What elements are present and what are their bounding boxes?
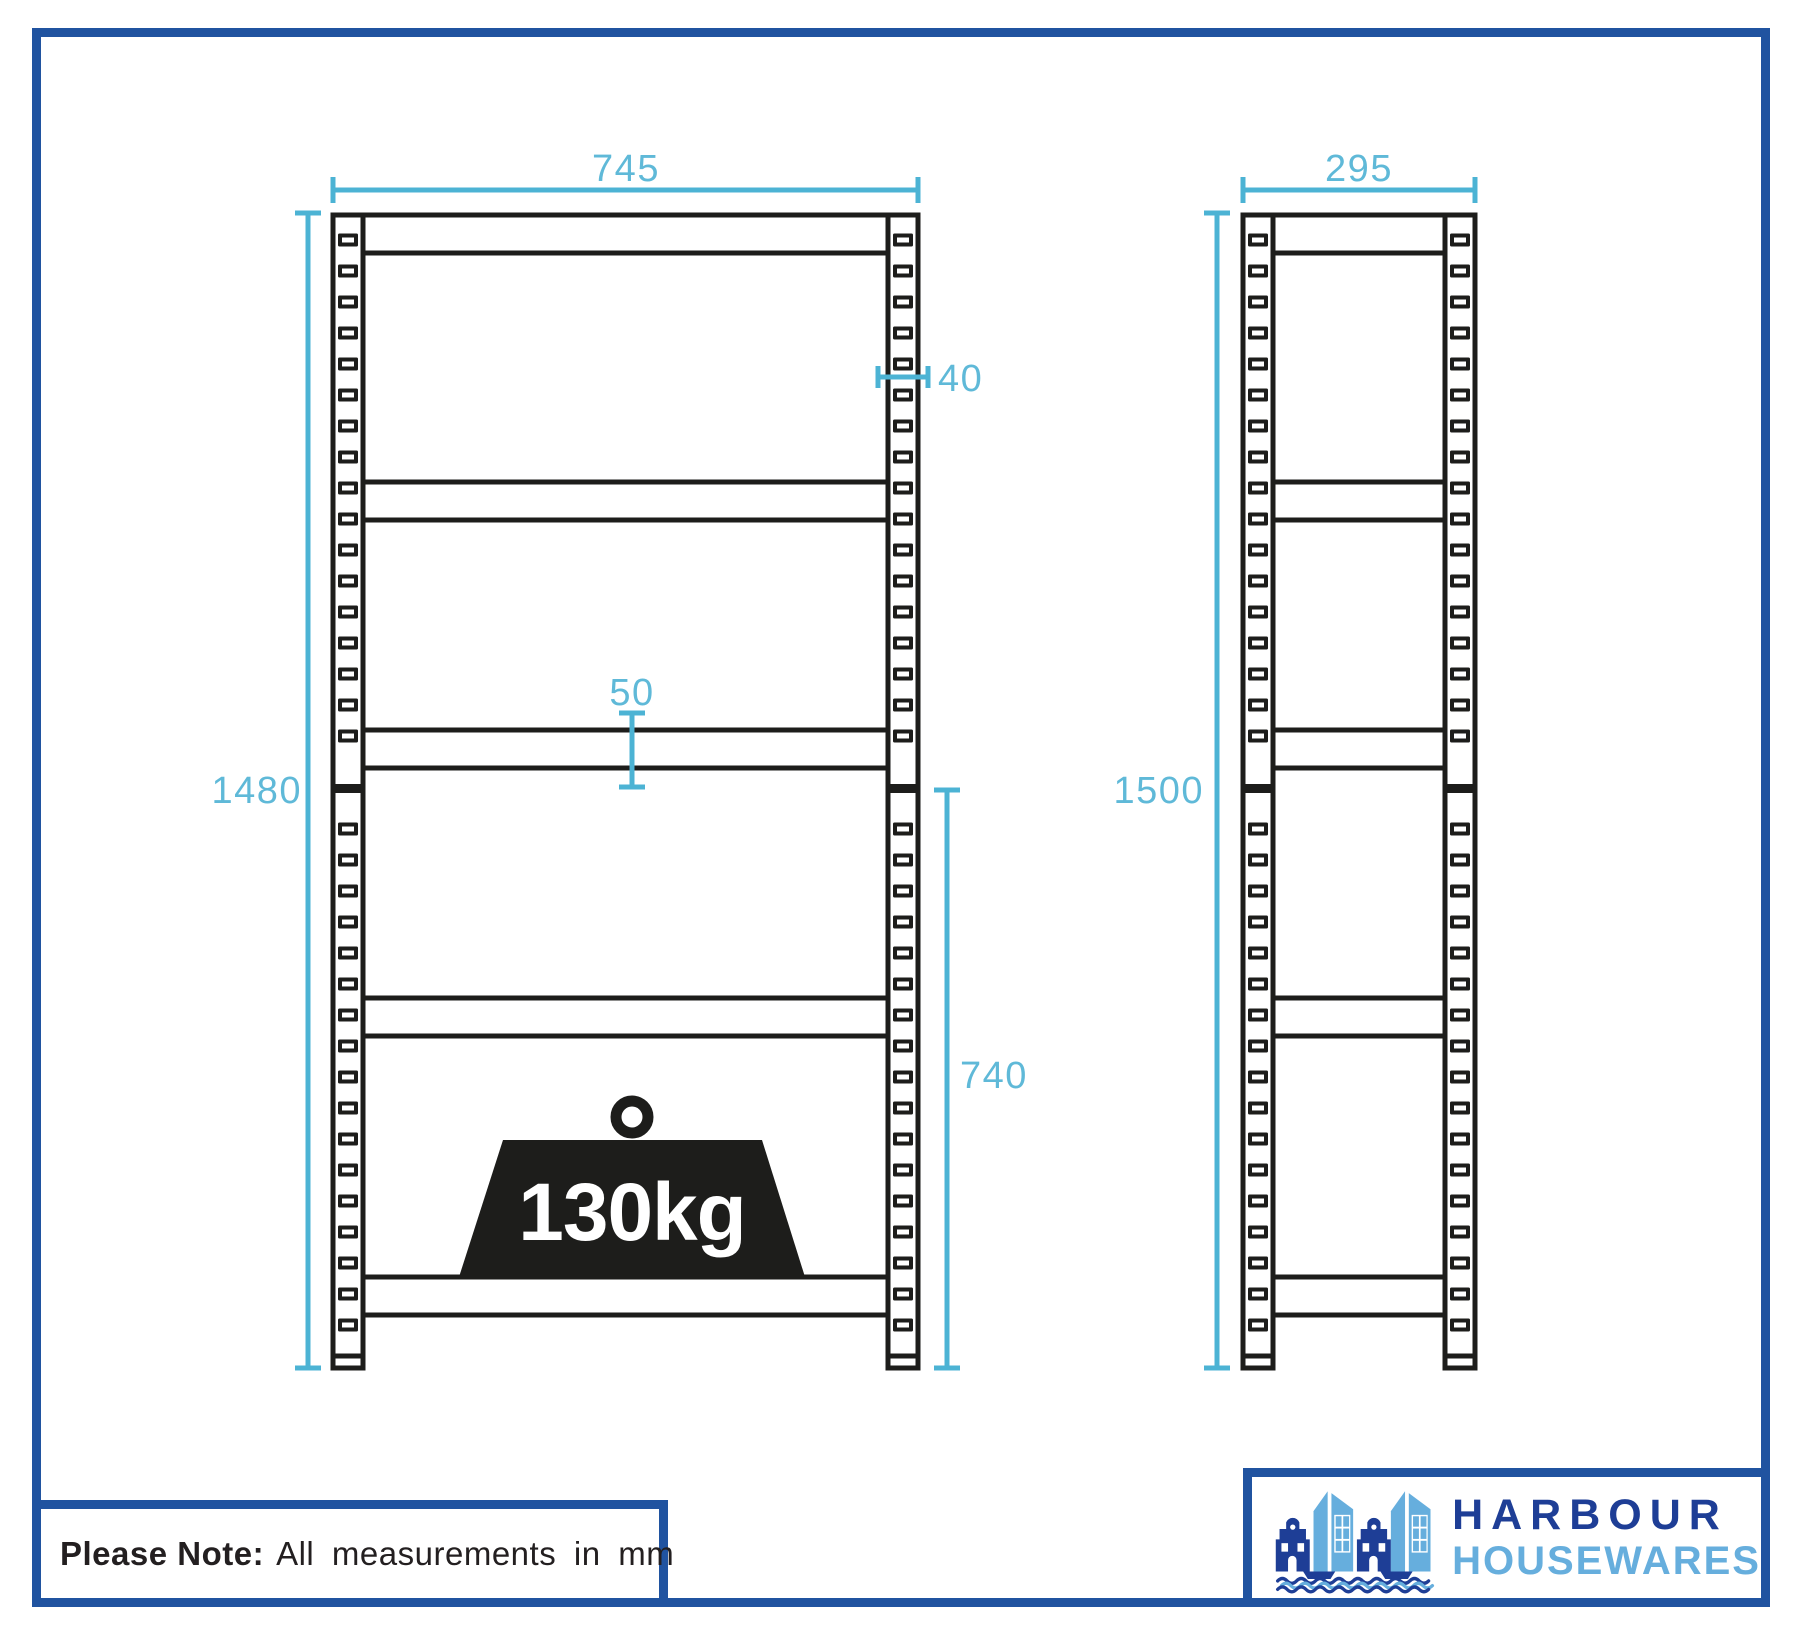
harbour-logo-icon xyxy=(1272,1479,1438,1596)
logo-housewares-text: HOUSEWARES xyxy=(1452,1539,1761,1583)
weight-capacity-label: 130kg xyxy=(518,1167,746,1258)
logo-text xyxy=(1452,1491,1761,1583)
dim-label-front-height: 1480 xyxy=(211,770,302,812)
dim-label-shelf-thickness: 50 xyxy=(609,672,655,714)
dimension-lines xyxy=(295,177,1475,1368)
weight-ring-icon xyxy=(616,1101,648,1133)
dim-label-post-width: 40 xyxy=(938,358,984,400)
logo-harbour-text: HARBOUR xyxy=(1452,1491,1728,1539)
dim-label-lower-height: 740 xyxy=(960,1055,1028,1097)
dim-label-side-height: 1500 xyxy=(1113,770,1204,812)
dim-label-side-depth: 295 xyxy=(1325,148,1393,190)
logo-box xyxy=(1243,1468,1770,1607)
note-label: Please Note: xyxy=(60,1534,265,1572)
side-view xyxy=(1242,215,1476,1368)
dim-label-front-width: 745 xyxy=(592,148,660,190)
weight-icon xyxy=(459,1101,805,1277)
note-text: All measurements in mm xyxy=(276,1534,675,1572)
note-box xyxy=(32,1500,675,1607)
